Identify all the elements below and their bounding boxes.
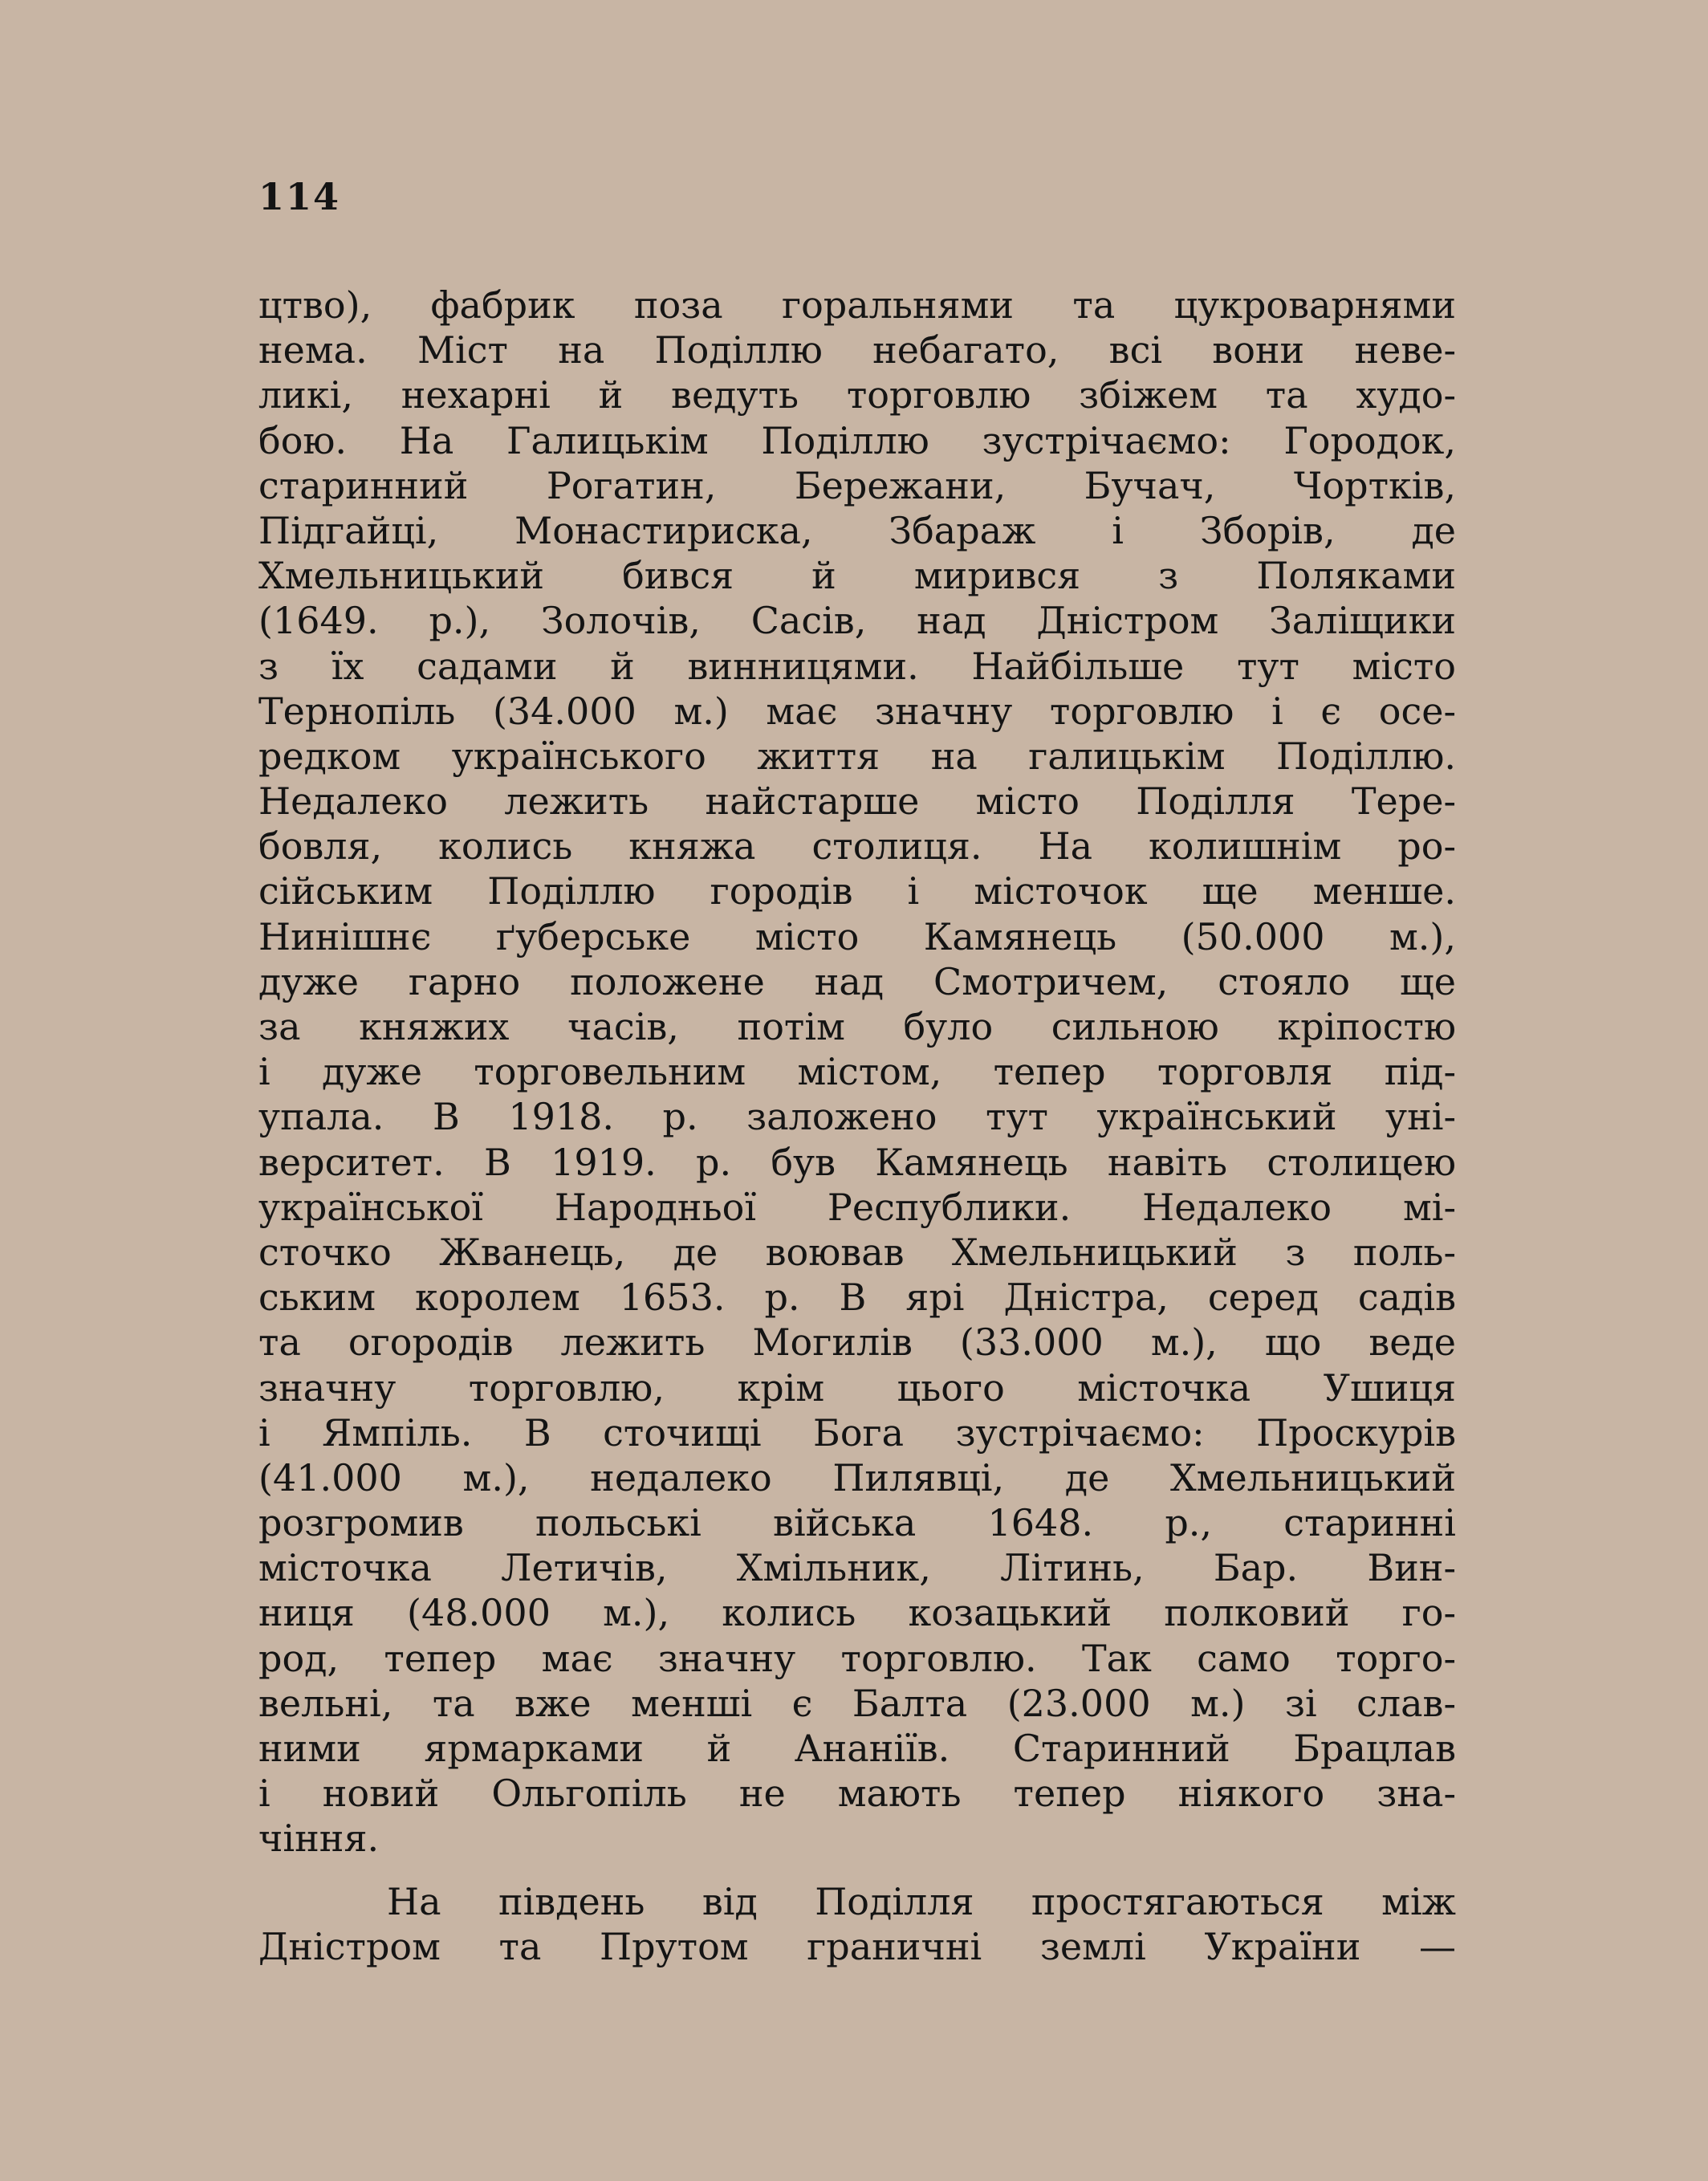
text-line: значну торговлю, крім цього місточка Ушиця: [258, 1365, 1456, 1410]
text-line: сійським Поділлю городів і місточок ще менше.: [258, 869, 1456, 913]
text-line: род, тепер має значну торговлю. Так само торго-: [258, 1636, 1456, 1680]
text-line: нема. Міст на Поділлю небагато, всі вони неве-: [258, 328, 1456, 372]
text-line: та огородів лежить Могилів (33.000 м.), що веде: [258, 1320, 1456, 1365]
text-line: бовля, колись княжа столиця. На колишнім ро-: [258, 824, 1456, 869]
text-line: Недалеко лежить найстарше місто Поділля Тере-: [258, 779, 1456, 824]
text-line: розгромив польські війська 1648. р., старинні: [258, 1501, 1456, 1545]
text-line: місточка Летичів, Хмільник, Літинь, Бар. Вин-: [258, 1546, 1456, 1590]
text-line: редком українського життя на галицькім Поділлю.: [258, 734, 1456, 778]
text-line: цтво), фабрик поза горальнями та цукроварнями: [258, 283, 1456, 327]
text-line: Дністром та Прутом граничні землі України —: [258, 1924, 1456, 1968]
text-line: Нинішнє ґуберське місто Камянець (50.000 м.),: [258, 914, 1456, 958]
page-number: 114: [258, 175, 341, 218]
text-line: ським королем 1653. р. В ярі Дністра, серед садів: [258, 1276, 1456, 1320]
text-line: бою. На Галицькім Поділлю зустрічаємо: Городок,: [258, 418, 1456, 462]
paragraph: [258, 1879, 1456, 1969]
text-line: (1649. р.), Золочів, Сасів, над Дністром Заліщики: [258, 599, 1456, 643]
text-line: Тернопіль (34.000 м.) має значну торговлю і є осе-: [258, 689, 1456, 733]
text-line: за княжих часів, потім було сильною кріпостю: [258, 1005, 1456, 1048]
text-line: і дуже торговельним містом, тепер торговля під-: [258, 1050, 1456, 1094]
text-line: і Ямпіль. В сточищі Бога зустрічаємо: Проскурів: [258, 1410, 1456, 1455]
text-line: (41.000 м.), недалеко Пилявці, де Хмельницький: [258, 1455, 1456, 1499]
text-line: чіння.: [258, 1817, 380, 1861]
text-line: сточко Жванець, де воював Хмельницький з поль-: [258, 1230, 1456, 1274]
paragraph: [258, 283, 1456, 1862]
text-line: верситет. В 1919. р. був Камянець навіть столицею: [258, 1140, 1456, 1184]
text-line: ними ярмарками й Ананіїв. Старинний Брацлав: [258, 1727, 1456, 1770]
text-line: з їх садами й винницями. Найбільше тут місто: [258, 644, 1456, 688]
body-text: [258, 283, 1456, 1969]
text-line: ниця (48.000 м.), колись козацький полковий го-: [258, 1591, 1456, 1635]
text-line: дуже гарно положене над Смотричем, стояло ще: [258, 959, 1456, 1003]
text-line: української Народньої Республики. Недалеко мі-: [258, 1185, 1456, 1229]
text-line: упала. В 1918. р. заложено тут український уні-: [258, 1095, 1456, 1139]
text-line: Хмельницький бився й мирився з Поляками: [258, 554, 1456, 598]
text-line: і новий Ольгопіль не мають тепер ніякого зна-: [258, 1772, 1456, 1816]
text-line: вельні, та вже менші є Балта (23.000 м.) зі слав-: [258, 1681, 1456, 1725]
text-line: На південь від Поділля простягаються між: [387, 1879, 1456, 1923]
text-line: ликі, нехарні й ведуть торговлю збіжем та худо-: [258, 373, 1456, 417]
text-line: старинний Рогатин, Бережани, Бучач, Чортків,: [258, 463, 1456, 507]
paragraph-gap: [258, 1862, 1456, 1879]
text-line: Підгайці, Монастириска, Збараж і Зборів, де: [258, 508, 1456, 552]
